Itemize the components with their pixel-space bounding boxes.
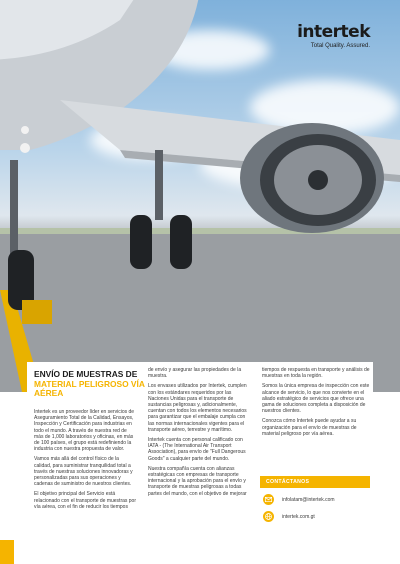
brand-logo[interactable] xyxy=(297,22,370,49)
text-column-1 xyxy=(34,409,136,514)
paragraph: Nuestra compañía cuenta con alianzas estratégicas con empresas de transporte internacional y la aprobación para el envío y transporte de muestras peligrosas a todas partes del mundo, con el objetivo de mejorar xyxy=(148,465,247,497)
contact-email-row[interactable] xyxy=(260,494,370,505)
paragraph: El objetivo principal del Servicio está relacionado con el transporte de muestras por vía aérea, con el fin de reducir los tiempos xyxy=(34,491,137,510)
globe-icon xyxy=(263,511,274,522)
envelope-icon xyxy=(263,494,274,505)
paragraph: Conozca cómo Intertek puede ayudar a su organización para el envío de muestras de material peligroso por vía aérea. xyxy=(262,418,357,437)
paragraph: de envío y asegurar las propiedades de la muestra. xyxy=(148,367,242,380)
text-column-3 xyxy=(262,367,370,441)
text-column-2 xyxy=(148,367,250,501)
paragraph: tiempos de respuesta en transporte y análisis de muestras en toda la región. xyxy=(262,367,370,380)
paragraph: Intertek cuenta con personal calificado con IATA - (The International Air Transport Association), para envío de "Full Dangerous Goods" a cualquier parte del mundo. xyxy=(148,437,246,462)
contact-website-row[interactable] xyxy=(260,511,370,522)
logo-tagline: Total Quality. Assured. xyxy=(310,43,370,49)
contact-website[interactable]: intertek.com.gt xyxy=(282,513,315,520)
paragraph: Intertek es un proveedor líder en servicios de Aseguramiento Total de la Calidad, Ensayos, Inspección y Certificación para industrias en todo el mundo. A través de nuestra red de más de 1,000 laboratorios y oficinas, en más de 100 países, el grupo está redefiniendo la industria con nuestra propuesta de valor. xyxy=(34,409,135,453)
accent-bar xyxy=(0,540,14,564)
contact-email[interactable]: infolatam@intertek.com xyxy=(282,496,335,503)
page-title xyxy=(34,370,154,399)
contact-box xyxy=(260,476,370,522)
paragraph: Vamos más allá del control físico de la calidad, para suministrar tranquilidad total a través de nuestras soluciones innovadoras y personalizadas para sus operaciones y cadenas de suministro de nuestros clientes. xyxy=(34,456,133,488)
title-line-3: AÉREA xyxy=(34,388,64,399)
paragraph: Somos la única empresa de inspección con este alcance de servicio, lo que nos convierte en el aliado estratégico de servicios que ofrece una gama de soluciones completa a disposición de nuestros clientes. xyxy=(262,383,370,415)
title-line-2: MATERIAL PELIGROSO VÍA xyxy=(34,378,145,389)
paragraph: Los envases utilizados por Intertek, cumplen con los estándares requeridos por las Naciones Unidas para el transporte de sustancias peligrosas y, adicionalmente, cuentan con todos los elementos necesarios para garantizar que el embalaje cumpla con las normas internacionales vigentes para el transporte aéreo, terrestre y marítimo. xyxy=(148,383,247,433)
contact-heading: CONTÁCTANOS xyxy=(260,476,370,488)
logo-wordmark: intertek xyxy=(297,22,370,42)
title-line-1: ENVÍO DE MUESTRAS DE xyxy=(34,369,138,379)
